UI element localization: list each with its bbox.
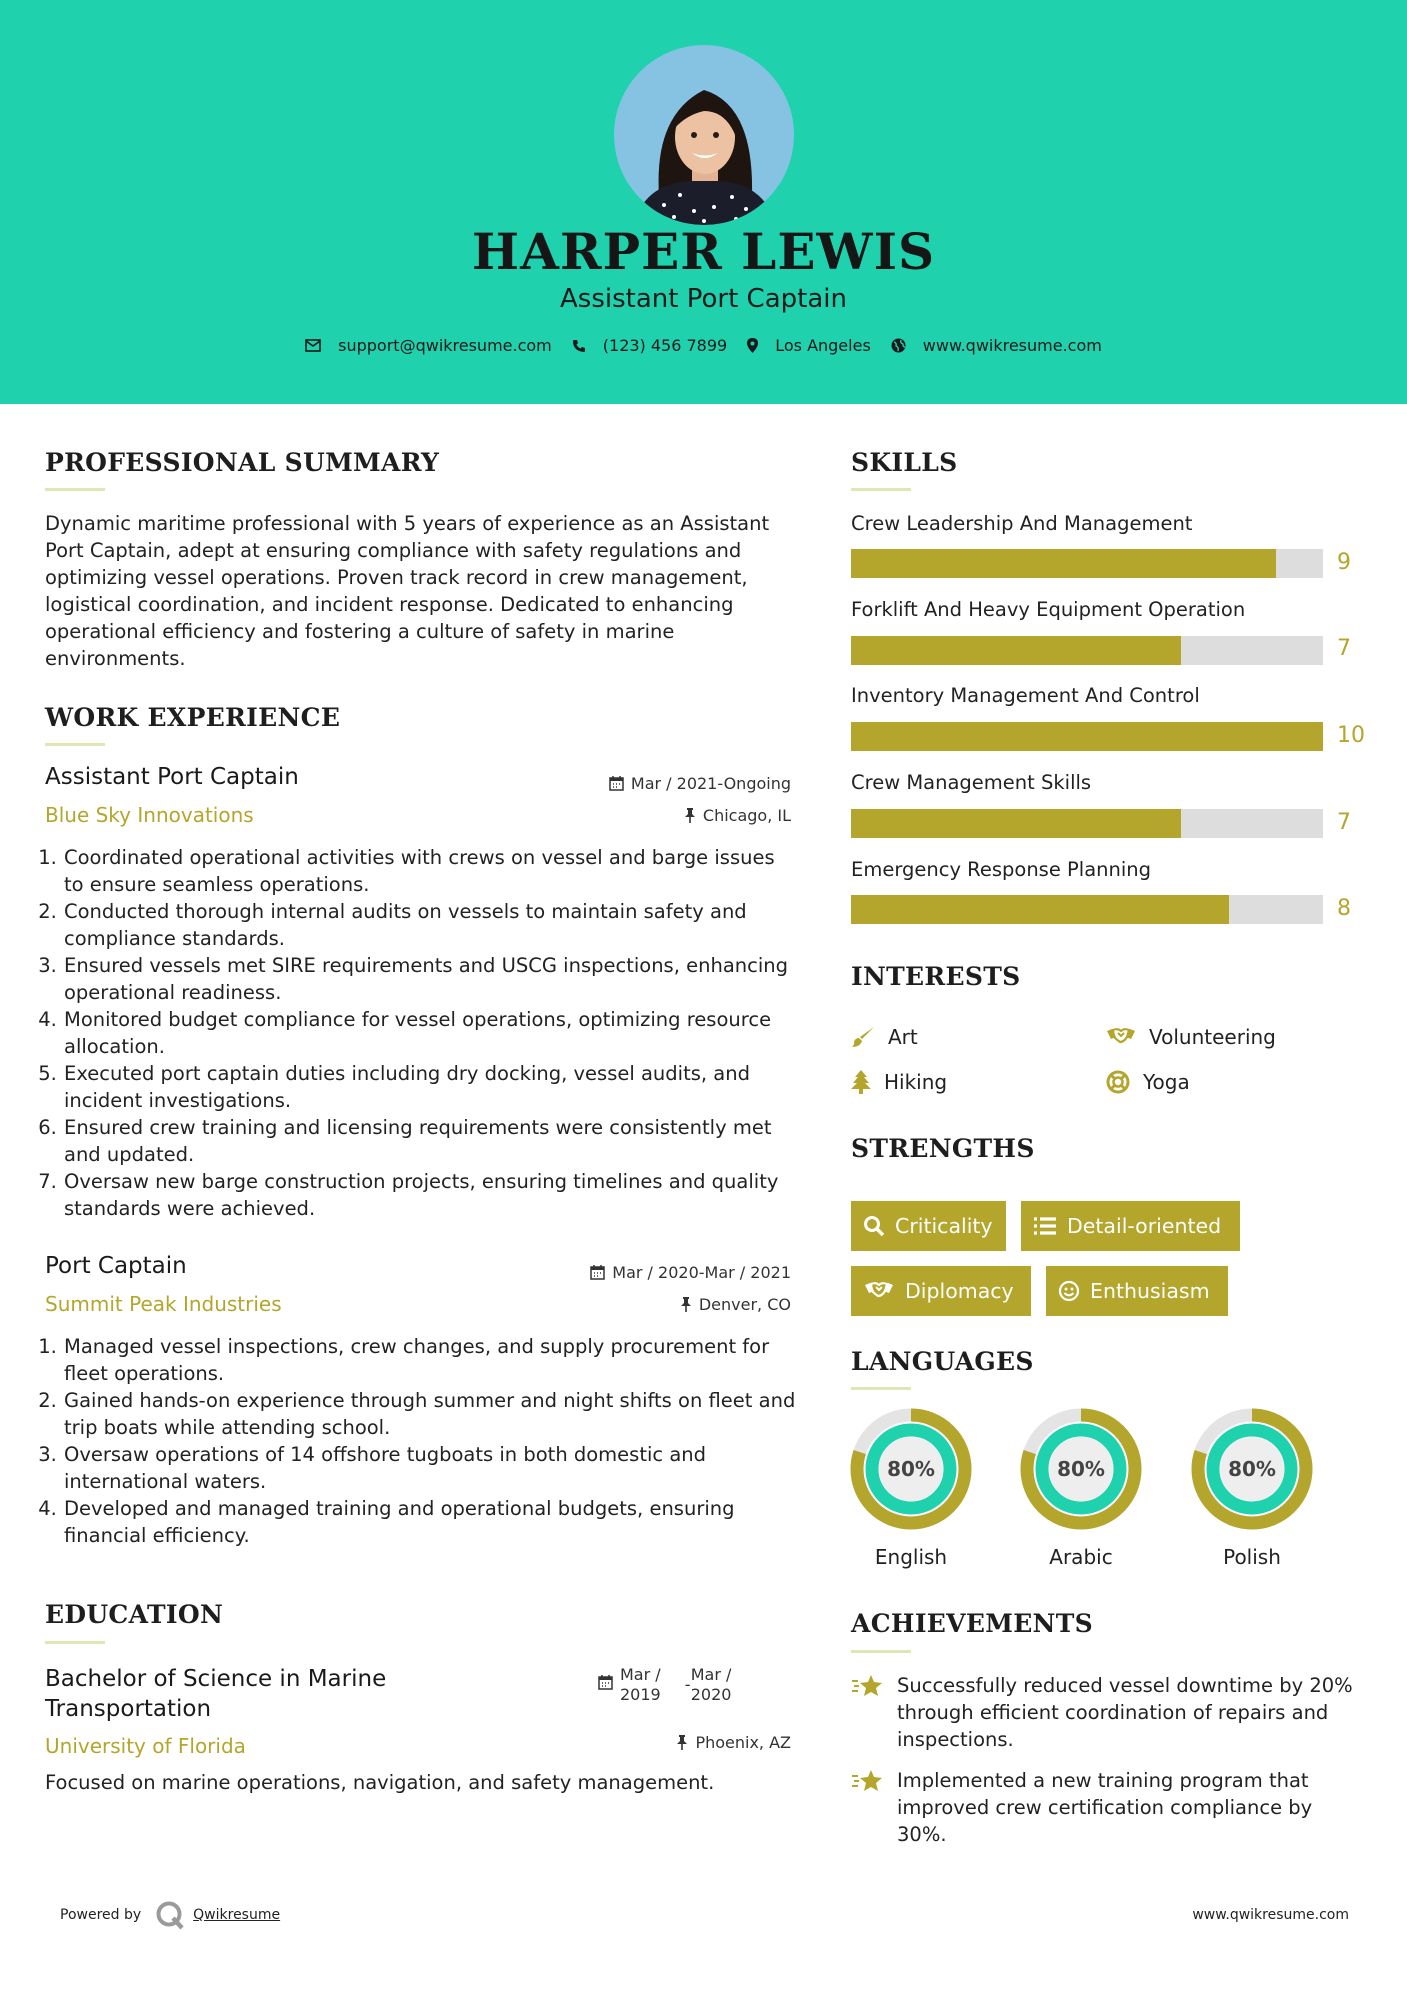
skill-bar: [851, 722, 1323, 751]
job-location-text: Denver, CO: [698, 1295, 791, 1314]
footer-powered-by: [60, 1900, 280, 1930]
education-heading-rule: [45, 1641, 105, 1644]
language-percent: 80%: [1228, 1457, 1276, 1481]
footer-brand-link[interactable]: Qwikresume: [193, 1907, 281, 1923]
strength-tag: [851, 1266, 1031, 1316]
job-location: [680, 1295, 791, 1314]
interest-volunteering: [1106, 1025, 1276, 1049]
skill-name: Crew Management Skills: [851, 771, 1092, 794]
powered-by-text: Powered by: [60, 1907, 142, 1923]
job-dates-text: Mar / 2021-Ongoing: [630, 774, 791, 793]
contact-bar: [0, 336, 1407, 355]
paintbrush-icon: [851, 1026, 875, 1048]
education-location: [676, 1733, 791, 1752]
education-description: Focused on marine operations, navigation, and safety management.: [45, 1771, 715, 1794]
education-start-month: Mar /: [620, 1665, 661, 1684]
lifering-icon: [1106, 1070, 1130, 1094]
job-bullets: [45, 1333, 797, 1549]
job-company: Summit Peak Industries: [45, 1292, 282, 1316]
contact-email-text: support@qwikresume.com: [338, 336, 552, 355]
calendar-icon: [590, 1265, 605, 1280]
achievements-heading: ACHIEVEMENTS: [851, 1609, 1093, 1638]
interest-yoga: [1106, 1070, 1190, 1094]
skills-heading-rule: [851, 488, 911, 491]
education-dates: Mar / 2019 - Mar / 2020: [598, 1665, 731, 1705]
achievement-text: Implemented a new training program that improved crew certification compliance by 30%.: [897, 1769, 1313, 1846]
contact-location: [747, 336, 871, 355]
summary-heading: PROFESSIONAL SUMMARY: [45, 448, 440, 477]
job-bullet: 4. Monitored budget compliance for vessel operations, optimizing resource allocation.: [63, 1006, 797, 1060]
skill-score: 9: [1337, 550, 1351, 575]
skill-bar: [851, 809, 1323, 838]
strength-label: Criticality: [895, 1214, 993, 1238]
smile-icon: [1058, 1280, 1080, 1302]
job-dates: [590, 1263, 791, 1282]
handshake-icon: [1106, 1026, 1136, 1048]
skill-name: Inventory Management And Control: [851, 684, 1200, 707]
tree-icon: [851, 1070, 871, 1094]
skill-bar-fill: [851, 809, 1181, 838]
summary-text: Dynamic maritime professional with 5 years of experience as an Assistant Port Captain, adept at ensuring compliance with safety regulations and optimizing vessel operations. Proven track record in crew management, logistical coordination, and incident response. Dedicated to enhancing operational efficiency and fostering a culture of safety in marine environments.: [45, 512, 770, 670]
phone-icon: [572, 339, 586, 353]
education-start-year: 2019: [620, 1685, 661, 1704]
skills-heading: SKILLS: [851, 448, 958, 477]
contact-website[interactable]: [891, 336, 1102, 355]
qwikresume-logo-icon: [155, 1900, 185, 1930]
interest-art: [851, 1025, 918, 1049]
profile-photo: [614, 45, 794, 225]
job-bullet: 3. Oversaw operations of 14 offshore tugboats in both domestic and international waters.: [63, 1441, 797, 1495]
skill-score: 8: [1337, 896, 1351, 921]
job-bullet: 3. Ensured vessels met SIRE requirements and USCG inspections, enhancing operational readiness.: [63, 952, 797, 1006]
interest-label: Hiking: [884, 1070, 948, 1094]
footer-url[interactable]: www.qwikresume.com: [1192, 1907, 1349, 1923]
achievement-item: [851, 1672, 1367, 1753]
skill-bar: [851, 549, 1323, 578]
job-bullet: 4. Developed and managed training and operational budgets, ensuring financial efficiency.: [63, 1495, 797, 1549]
job-title: Assistant Port Captain: [45, 764, 299, 790]
achievements-heading-rule: [851, 1650, 911, 1653]
skill-name: Crew Leadership And Management: [851, 512, 1193, 535]
interest-label: Volunteering: [1149, 1025, 1276, 1049]
language-percent: 80%: [1057, 1457, 1105, 1481]
job-bullets: [45, 844, 797, 1222]
search-icon: [863, 1215, 885, 1237]
envelope-icon: [305, 339, 321, 352]
skill-bar-fill: [851, 549, 1276, 578]
skill-score: 7: [1337, 810, 1351, 835]
skill-score: 10: [1337, 723, 1365, 748]
job-bullet: 2. Gained hands-on experience through summer and night shifts on fleet and trip boats while attending school.: [63, 1387, 797, 1441]
calendar-icon: [609, 776, 624, 791]
degree-title: Bachelor of Science in Marine Transportation: [45, 1666, 387, 1722]
contact-email[interactable]: [305, 336, 552, 355]
handshake-icon: [863, 1280, 895, 1302]
strength-label: Diplomacy: [905, 1279, 1014, 1303]
job-bullet: 6. Ensured crew training and licensing requirements were consistently met and updated.: [63, 1114, 797, 1168]
language-name: English: [874, 1545, 948, 1569]
list-icon: [1033, 1216, 1057, 1236]
interests-heading: INTERESTS: [851, 962, 1021, 991]
strengths-heading: STRENGTHS: [851, 1134, 1035, 1163]
contact-location-text: Los Angeles: [775, 336, 871, 355]
strength-label: Enthusiasm: [1090, 1279, 1210, 1303]
contact-phone-text: (123) 456 7899: [602, 336, 728, 355]
job-dates-text: Mar / 2020-Mar / 2021: [612, 1263, 791, 1282]
pushpin-icon: [676, 1735, 688, 1750]
language-name: Polish: [1223, 1545, 1281, 1569]
education-end-year: 2020: [690, 1685, 732, 1704]
job-bullet: 2. Conducted thorough internal audits on vessels to maintain safety and compliance standards.: [63, 898, 797, 952]
globe-icon: [891, 338, 906, 353]
strength-label: Detail-oriented: [1067, 1214, 1222, 1238]
calendar-icon: [598, 1675, 613, 1690]
interest-label: Art: [888, 1025, 918, 1049]
skill-bar-fill: [851, 895, 1229, 924]
experience-heading: WORK EXPERIENCE: [45, 703, 341, 732]
education-school: University of Florida: [45, 1734, 246, 1758]
candidate-name: HARPER LEWIS: [471, 222, 936, 281]
languages-heading: LANGUAGES: [851, 1347, 1034, 1376]
job-title: Port Captain: [45, 1253, 187, 1279]
job-dates: [609, 774, 791, 793]
pushpin-icon: [684, 808, 696, 823]
star-award-icon: [851, 1767, 885, 1795]
skill-bar-fill: [851, 636, 1181, 665]
contact-phone[interactable]: [572, 336, 727, 355]
job-bullet: 1. Coordinated operational activities with crews on vessel and barge issues to ensure seamless operations.: [63, 844, 797, 898]
education-heading: EDUCATION: [45, 1600, 224, 1629]
interest-hiking: [851, 1070, 947, 1094]
skill-bar: [851, 636, 1323, 665]
education-end-month: Mar /: [690, 1665, 732, 1684]
job-location: [684, 806, 791, 825]
job-location-text: Chicago, IL: [702, 806, 791, 825]
skill-bar-fill: [851, 722, 1323, 751]
pushpin-icon: [680, 1297, 692, 1312]
education-location-text: Phoenix, AZ: [695, 1733, 791, 1752]
job-bullet: 5. Executed port captain duties including dry docking, vessel audits, and incident investigations.: [63, 1060, 797, 1114]
star-award-icon: [851, 1672, 885, 1700]
job-bullet: 7. Oversaw new barge construction projects, ensuring timelines and quality standards were achieved.: [63, 1168, 797, 1222]
skill-score: 7: [1337, 636, 1351, 661]
candidate-title: Assistant Port Captain: [560, 284, 847, 314]
location-pin-icon: [747, 338, 758, 353]
strength-tag: [1046, 1266, 1228, 1316]
summary-heading-rule: [45, 488, 105, 491]
language-name: Arabic: [1049, 1545, 1113, 1569]
job-company: Blue Sky Innovations: [45, 803, 254, 827]
contact-website-text: www.qwikresume.com: [922, 336, 1102, 355]
language-percent: 80%: [887, 1457, 935, 1481]
experience-heading-rule: [45, 743, 105, 746]
skill-name: Emergency Response Planning: [851, 858, 1152, 881]
job-bullet: 1. Managed vessel inspections, crew changes, and supply procurement for fleet operations.: [63, 1333, 797, 1387]
achievement-text: Successfully reduced vessel downtime by 20% through efficient coordination of repairs and inspections.: [897, 1674, 1353, 1751]
strength-tag: [851, 1201, 1006, 1251]
strength-tag: [1021, 1201, 1240, 1251]
interest-label: Yoga: [1143, 1070, 1190, 1094]
skill-bar: [851, 895, 1323, 924]
skill-name: Forklift And Heavy Equipment Operation: [851, 598, 1246, 621]
languages-heading-rule: [851, 1387, 911, 1390]
resume-header: [0, 0, 1407, 404]
achievement-item: [851, 1767, 1367, 1848]
